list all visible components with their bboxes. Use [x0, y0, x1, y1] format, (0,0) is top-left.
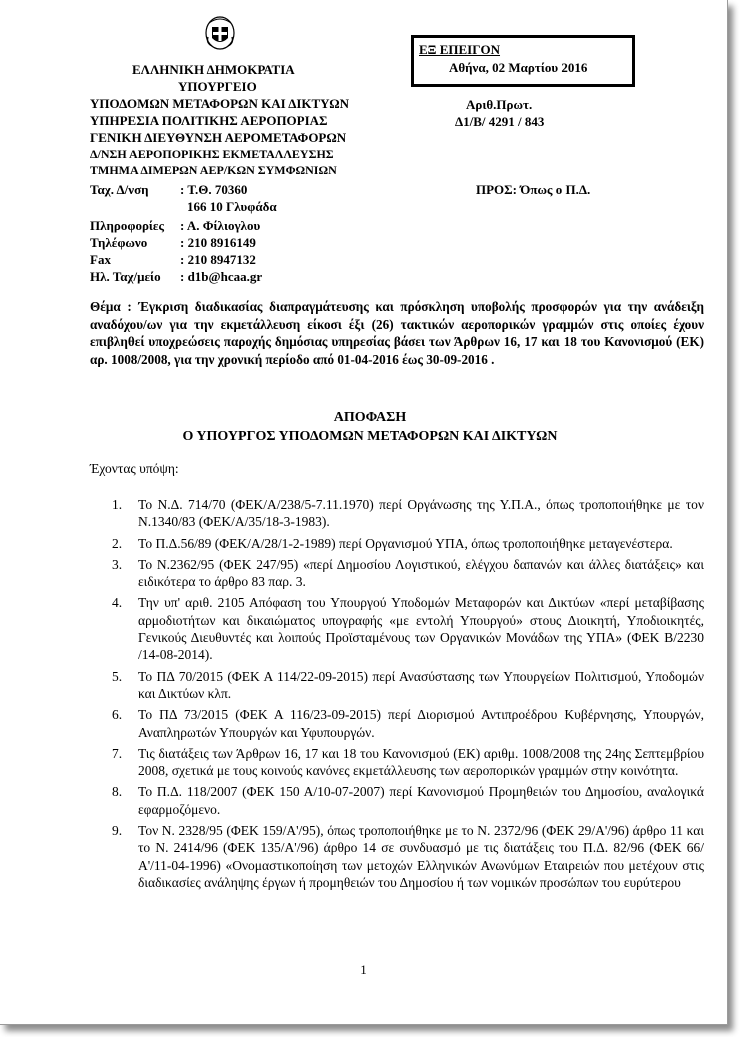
- list-item-text: Το Ν.2362/95 (ΦΕΚ 247/95) «περί Δημοσίου Λογιστικού, ελέγχου δαπανών και άλλες διατάξεις» και ειδικότερα το άρθρο 83 παρ. 3.: [138, 556, 704, 590]
- protocol-number: Δ1/Β/ 4291 / 843: [455, 114, 545, 129]
- list-item: [90, 535, 704, 552]
- contact-info-value: : Α. Φίλιογλου: [180, 218, 261, 233]
- contact-phone-label: Τηλέφωνο: [90, 235, 148, 250]
- list-item: [90, 496, 704, 531]
- list-item-number: 3.: [112, 556, 123, 572]
- list-item-number: 9.: [112, 823, 123, 839]
- service-heading: ΥΠΗΡΕΣΙΑ ΠΟΛΙΤΙΚΗΣ ΑΕΡΟΠΟΡΙΑΣ: [90, 113, 328, 128]
- subject-text: Έγκριση διαδικασίας διαπραγμάτευσης και πρόσκληση υποβολής προσφορών για την ανάδειξη αναδόχου/ων για την εκμετάλλευση είκοσι έξι (26) τακτικών αεροπορικών γραμμών στις οποίες έχουν επιβληθεί υποχρεώσεις παροχής δημόσιας υπηρεσίας βάσει των Άρθρων 16, 17 και 18 του Κανονισμού (ΕΚ) αρ. 1008/2008, για την χρονική περίοδο από 01-04-2016 έως 30-09-2016 .: [90, 299, 704, 367]
- directorate-general-heading: ΓΕΝΙΚΗ ΔΙΕΥΘΥΝΣΗ ΑΕΡΟΜΕΤΑΦΟΡΩΝ: [90, 130, 347, 145]
- contact-postcode-value: 166 10 Γλυφάδα: [187, 199, 277, 214]
- ministry-full-heading: ΥΠΟΔΟΜΩΝ ΜΕΤΑΦΟΡΩΝ ΚΑΙ ΔΙΚΤΥΩΝ: [90, 96, 350, 111]
- list-item-number: 7.: [112, 745, 123, 761]
- urgent-stamp-box: [411, 35, 635, 87]
- decision-subtitle: Ο ΥΠΟΥΡΓΟΣ ΥΠΟΔΟΜΩΝ ΜΕΤΑΦΟΡΩΝ ΚΑΙ ΔΙΚΤΥΩΝ: [182, 429, 558, 444]
- document-date: Αθήνα, 02 Μαρτίου 2016: [449, 60, 588, 75]
- contact-address-value: : Τ.Θ. 70360: [180, 182, 248, 197]
- list-item-text: Το ΠΔ 73/2015 (ΦΕΚ Α 116/23-09-2015) περί Διορισμού Αντιπροέδρου Κυβέρνησης, Υπουργών, Αναπληρωτών Υπουργών και Υφυπουργών.: [138, 707, 704, 740]
- list-item: [90, 668, 704, 703]
- list-item-text: Την υπ' αριθ. 2105 Απόφαση του Υπουργού Υποδομών Μεταφορών και Δικτύων «περί μεταβίβασης αρμοδιοτήτων και δικαιώματος υπογραφής «με εντολή Υπουργού» στους Διοικητή, Υποδιοικητές, Γενικούς Διευθυντές και λοιπούς Προϊσταμένους των Οργανικών Μονάδων της ΥΠΑ» (ΦΕΚ Β/2230 /14-08-2014).: [138, 595, 704, 663]
- contact-email-value: : d1b@hcaa.gr: [180, 269, 263, 284]
- list-item: [90, 556, 704, 591]
- recipient: ΠΡΟΣ: Όπως ο Π.Δ.: [476, 182, 591, 197]
- protocol-label: Αριθ.Πρωτ.: [466, 97, 533, 112]
- list-item-number: 8.: [112, 784, 123, 800]
- department-heading: ΤΜΗΜΑ ΔΙΜΕΡΩΝ ΑΕΡ/ΚΩΝ ΣΥΜΦΩΝΙΩΝ: [90, 163, 337, 177]
- list-item-number: 2.: [112, 535, 123, 551]
- list-item-number: 4.: [112, 595, 123, 611]
- contact-address-label: Ταχ. Δ/νση: [90, 182, 149, 197]
- considering-heading: Έχοντας υπόψη:: [90, 461, 179, 476]
- republic-heading: ΕΛΛΗΝΙΚΗ ΔΗΜΟΚΡΑΤΙΑ: [132, 62, 295, 77]
- page-number: 1: [360, 962, 367, 977]
- list-item: [90, 822, 704, 891]
- list-item-text: Το ΠΔ 70/2015 (ΦΕΚ Α 114/22-09-2015) περί Ανασύστασης των Υπουργείων Πολιτισμού, Υποδομών και Δικτύων κλπ.: [138, 668, 704, 701]
- list-item: [90, 783, 704, 818]
- list-item-number: 1.: [112, 497, 123, 512]
- contact-info-label: Πληροφορίες: [90, 218, 164, 233]
- list-item-text: Το Π.Δ. 118/2007 (ΦΕΚ 150 Α/10-07-2007) περί Κανονισμού Προμηθειών του Δημοσίου, αναλογικά εφαρμοζόμενο.: [138, 784, 704, 817]
- list-item-text: Το Ν.Δ. 714/70 (ΦΕΚ/Α/238/5-7.11.1970) περί Οργάνωσης της Υ.Π.Α., όπως τροποποιήθηκε με τον Ν.1340/83 (ΦΕΚ/Α/35/18-3-1983).: [138, 497, 704, 530]
- contact-fax-label: Fax: [90, 252, 111, 267]
- list-item-text: Τον Ν. 2328/95 (ΦΕΚ 159/Α'/95), όπως τροποποιήθηκε με το Ν. 2372/96 (ΦΕΚ 29/Α'/96) άρθρο 11 και το Ν. 2414/96 (ΦΕΚ 135/Α'/96) άρθρο 14 σε συνδυασμό με τις διατάξεις του Π.Δ. 82/96 (ΦΕΚ 66/Α'/11-04-1996) «Ονομαστικοποίηση των μετοχών Ελληνικών Ανωνύμων Εταιρειών που μετέχουν στις διαδικασίες ανάληψης έργων ή προμηθειών του Δημοσίου ή των νομικών προσώπων του ευρύτερου: [138, 823, 704, 890]
- ministry-heading: ΥΠΟΥΡΓΕΙΟ: [178, 79, 257, 94]
- contact-email-label: Ηλ. Ταχ/μείο: [90, 269, 161, 284]
- contact-fax-value: : 210 8947132: [180, 252, 256, 267]
- directorate-heading: Δ/ΝΣΗ ΑΕΡΟΠΟΡΙΚΗΣ ΕΚΜΕΤΑΛΛΕΥΣΗΣ: [90, 147, 334, 161]
- greek-coat-of-arms-emblem: [203, 13, 237, 51]
- subject-paragraph: [90, 298, 704, 368]
- decision-title: ΑΠΟΦΑΣΗ: [333, 410, 407, 425]
- list-item-number: 5.: [112, 668, 123, 684]
- list-item: [90, 594, 704, 663]
- list-item: [90, 706, 704, 741]
- list-item-text: Το Π.Δ.56/89 (ΦΕΚ/Α/28/1-2-1989) περί Οργανισμού ΥΠΑ, όπως τροποποιήθηκε μεταγενέστερα.: [138, 535, 673, 551]
- list-item-number: 6.: [112, 707, 123, 723]
- contact-phone-value: : 210 8916149: [180, 235, 256, 250]
- considerations-list: [90, 496, 704, 895]
- list-item-text: Τις διατάξεις των Άρθρων 16, 17 και 18 του Κανονισμού (ΕΚ) αριθμ. 1008/2008 της 24ης Σεπτεμβρίου 2008, σχετικά με τους κοινούς κανόνες εκμετάλλευσης των αεροπορικών γραμμών στην κοινότητα.: [138, 745, 704, 779]
- list-item: [90, 745, 704, 780]
- urgent-label: ΕΞ ΕΠΕΙΓΟΝ: [419, 42, 501, 57]
- subject-label: Θέμα :: [90, 299, 132, 314]
